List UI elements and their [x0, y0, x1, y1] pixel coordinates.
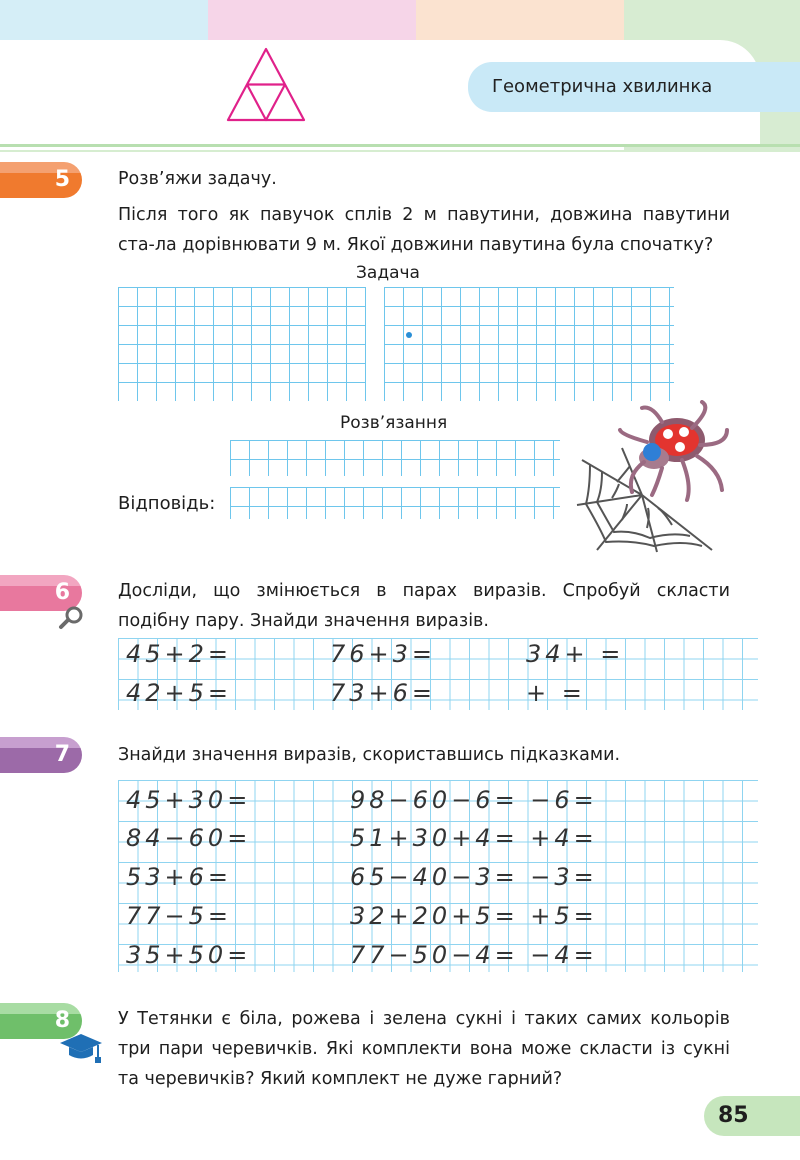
top-bar-peach: [416, 0, 624, 40]
page-number: 85: [704, 1096, 800, 1136]
task-5-heading: Розв’яжи задачу.: [118, 169, 277, 189]
task-7-left-5: 35+50=: [126, 941, 252, 969]
task-6-text: Досліди, що змінюється в парах виразів. Спробуй скласти подібну пару. Знайди значення виразів.: [118, 581, 730, 631]
answer-grid: [230, 487, 560, 519]
spider-web-illustration: [572, 400, 752, 555]
grid-dot: [406, 332, 412, 338]
task-7-left-3: 53+6=: [126, 863, 233, 891]
task-7-right-3: 65−40−3= −3=: [350, 863, 598, 891]
task-8-text: У Тетянки є біла, рожева і зелена сукні і таких самих кольорів три пари черевичків. Які комплекти вона може скласти із сукні та черевичків? Який комплект не дуже гарний?: [118, 1009, 730, 1089]
task-7-left-4: 77−5=: [126, 902, 233, 930]
task-6-expr-2-1: 42+5=: [126, 679, 233, 707]
section-banner: Геометрична хвилинка: [468, 62, 800, 112]
problem-grid-right: [384, 287, 674, 401]
solution-label: Розв’язання: [340, 413, 448, 433]
problem-grid-left: [118, 287, 366, 401]
answer-label: Відповідь:: [118, 493, 216, 514]
solution-grid: [230, 440, 560, 476]
task-5-text: Після того як павучок сплів 2 м павутини, довжина павутини ста-ла дорівнювати 9 м. Якої довжини павутина була спочатку?: [118, 205, 730, 255]
task-7-text: Знайди значення виразів, скориставшись підказками.: [118, 745, 621, 765]
triangle-figure-icon: [224, 46, 308, 124]
task-6-expr-1-1: 45+2=: [126, 640, 233, 668]
task-6-expr-1-3: 34+ =: [526, 640, 625, 668]
task-7-right-5: 77−50−4= −4=: [350, 941, 598, 969]
task-6-expr-2-3: + =: [526, 679, 586, 707]
task-number-8: 8: [0, 1003, 82, 1039]
magnifier-icon: [58, 604, 86, 630]
task-7-left-2: 84−60=: [126, 824, 252, 852]
top-bar-pink: [208, 0, 416, 40]
task-7-right-2: 51+30+4= +4=: [350, 824, 598, 852]
task-7-left-1: 45+30=: [126, 786, 252, 814]
problem-label: Задача: [356, 263, 420, 283]
task-number-5: 5: [0, 162, 82, 198]
header-divider: [0, 144, 800, 147]
task-6-expr-1-2: 76+3=: [330, 640, 437, 668]
task-number-6: 6: [0, 575, 82, 611]
graduation-cap-icon: [58, 1030, 104, 1064]
task-7-right-4: 32+20+5= +5=: [350, 902, 598, 930]
top-bar-blue: [0, 0, 208, 40]
header-divider-thin: [0, 150, 800, 152]
task-7-right-1: 98−60−6= −6=: [350, 786, 598, 814]
task-number-7: 7: [0, 737, 82, 773]
task-6-expr-2-2: 73+6=: [330, 679, 437, 707]
